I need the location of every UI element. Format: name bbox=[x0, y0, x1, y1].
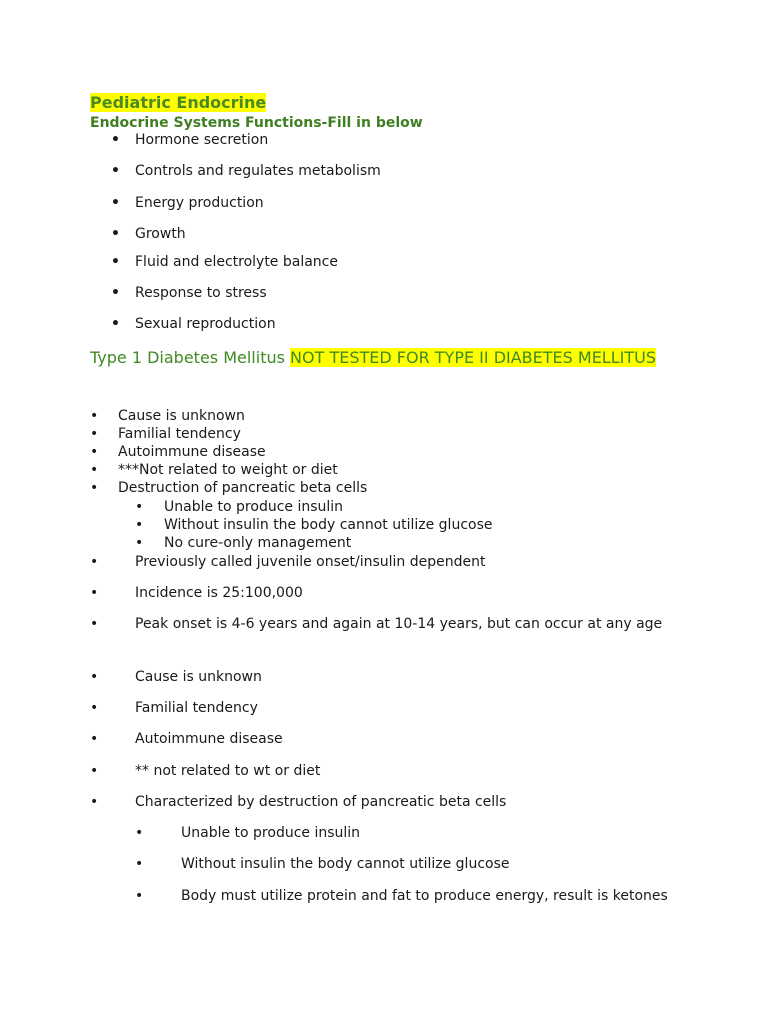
bullet: • bbox=[90, 480, 99, 496]
bullet: • bbox=[135, 535, 144, 551]
bullet: • bbox=[111, 316, 120, 332]
list-item: Characterized by destruction of pancreatic beta cells bbox=[135, 794, 507, 810]
list-item: Autoimmune disease bbox=[135, 731, 283, 747]
list-item: Destruction of pancreatic beta cells bbox=[118, 480, 368, 496]
bullet: • bbox=[111, 163, 120, 179]
list-item: Previously called juvenile onset/insulin dependent bbox=[135, 554, 486, 570]
list-item: Familial tendency bbox=[118, 426, 241, 442]
list-item: Autoimmune disease bbox=[118, 444, 266, 460]
bullet: • bbox=[90, 700, 99, 716]
list-item: Energy production bbox=[135, 195, 264, 211]
sub-list-item: Without insulin the body cannot utilize glucose bbox=[164, 517, 493, 533]
sub-list-item: No cure-only management bbox=[164, 535, 352, 551]
list-item: Response to stress bbox=[135, 285, 267, 301]
bullet: • bbox=[135, 825, 144, 841]
list-item: Cause is unknown bbox=[118, 408, 245, 424]
page-title: Pediatric Endocrine bbox=[90, 93, 267, 112]
list-item: Growth bbox=[135, 226, 186, 242]
bullet: • bbox=[90, 444, 99, 460]
bullet: • bbox=[90, 794, 99, 810]
bullet: • bbox=[135, 499, 144, 515]
section-heading-type1: Type 1 Diabetes Mellitus NOT TESTED FOR TYPE II DIABETES MELLITUS bbox=[90, 348, 656, 367]
bullet: • bbox=[111, 195, 120, 211]
bullet: • bbox=[90, 554, 99, 570]
bullet: • bbox=[90, 616, 99, 632]
section-subtitle: Endocrine Systems Functions-Fill in below bbox=[90, 115, 423, 131]
highlight-note: NOT TESTED FOR TYPE II DIABETES MELLITUS bbox=[290, 348, 656, 367]
bullet: • bbox=[111, 285, 120, 301]
bullet: • bbox=[90, 462, 99, 478]
bullet: • bbox=[90, 408, 99, 424]
list-item: Hormone secretion bbox=[135, 132, 269, 148]
bullet: • bbox=[90, 731, 99, 747]
bullet: • bbox=[90, 426, 99, 442]
bullet: • bbox=[90, 585, 99, 601]
list-item: ** not related to wt or diet bbox=[135, 763, 321, 779]
bullet: • bbox=[135, 856, 144, 872]
sub-list-item: Without insulin the body cannot utilize glucose bbox=[181, 856, 510, 872]
bullet: • bbox=[111, 132, 120, 148]
bullet: • bbox=[135, 888, 144, 904]
sub-list-item: Body must utilize protein and fat to produce energy, result is ketones bbox=[181, 888, 668, 904]
list-item: Fluid and electrolyte balance bbox=[135, 254, 338, 270]
sub-list-item: Unable to produce insulin bbox=[164, 499, 344, 515]
bullet: • bbox=[111, 254, 120, 270]
list-item: Incidence is 25:100,000 bbox=[135, 585, 303, 601]
list-item: Peak onset is 4-6 years and again at 10-14 years, but can occur at any age bbox=[135, 616, 663, 632]
list-item: Cause is unknown bbox=[135, 669, 262, 685]
bullet: • bbox=[90, 669, 99, 685]
list-item: Sexual reproduction bbox=[135, 316, 276, 332]
list-item: ***Not related to weight or diet bbox=[118, 462, 338, 478]
bullet: • bbox=[90, 763, 99, 779]
sub-list-item: Unable to produce insulin bbox=[181, 825, 361, 841]
bullet: • bbox=[111, 226, 120, 242]
bullet: • bbox=[135, 517, 144, 533]
list-item: Familial tendency bbox=[135, 700, 258, 716]
list-item: Controls and regulates metabolism bbox=[135, 163, 381, 179]
